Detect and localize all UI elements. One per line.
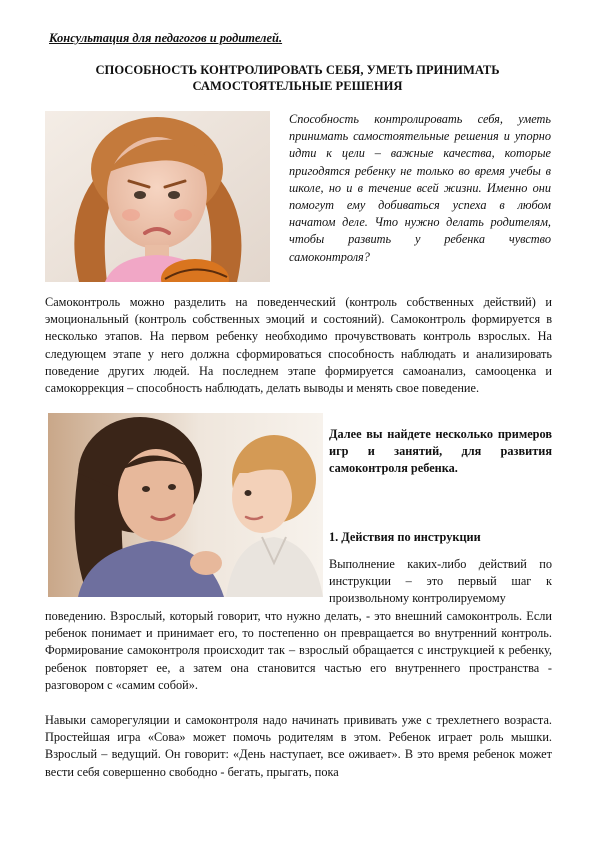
intro-paragraph: Способность контролировать себя, уметь принимать самостоятельные решения и упорно идти к цели – важные качества, которые пригодятся ребенку не только во время учебы в школе, но и в течение всей жизни. Именно они помогут ему добиваться успеха в любом начатом деле. Что нужно делать родителям, чтобы развить у ребенка чувство самоконтроля? [289,112,551,264]
consultation-header-text: Консультация для педагогов и родителей [49,31,279,45]
games-intro-paragraph: Далее вы найдете несколько примеров игр и занятий, для развития самоконтроля ребенка. [329,427,552,476]
document-title [40,62,555,94]
angry-girl-photo [45,111,270,282]
section-heading-instructions: 1. Действия по инструкции [329,530,481,544]
mother-child-photo [48,413,323,597]
consultation-header-trail: . [278,31,283,45]
self-control-paragraph: Самоконтроль можно разделить на поведенческий (контроль собственных действий) и эмоциональный (контроль собственных эмоций и состояний). Самоконтроль формируется в несколько этапов. На первом ребенку необходимо прочувствовать контроль взрослых. На следующем этапе у него должна сформироваться способность наблюдать и анализировать поведение других людей. На последнем этапе формируется самоанализ, самооценка и самокоррекция – способность наблюдать, делать выводы и менять свое поведение. [45,295,552,396]
document-title-line2: САМОСТОЯТЕЛЬНЫЕ РЕШЕНИЯ [192,79,403,93]
document-title-line1: СПОСОБНОСТЬ КОНТРОЛИРОВАТЬ СЕБЯ, УМЕТЬ ПРИНИМАТЬ [95,63,500,77]
consultation-header [49,31,282,46]
skills-paragraph: Навыки саморегуляции и самоконтроля надо начинать прививать уже с трехлетнего возраста. Простейшая игра «Сова» может помочь родителям в этом. Ребенок играет роль мышки. Взрослый – ведущий. Он говорит: «День наступает, все оживает». В это время ребенок может вести себя совершенно свободно - бегать, прыгать, пока [45,713,552,779]
instructions-paragraph-top: Выполнение каких-либо действий по инструкции – это первый шаг к произвольному контролируемому [329,557,552,606]
instructions-paragraph-rest: поведению. Взрослый, который говорит, что нужно делать, - это внешний самоконтроль. Если ребенок понимает и принимает его, то постепенно он превращается во внутренний контроль. Формирование самоконтроля происходит так – взрослый обращается с инструкцией к ребенку, ребенок повторяет ее, а затем она становится частью его внутреннего пространства - разговором с «самим собой». [45,609,552,692]
